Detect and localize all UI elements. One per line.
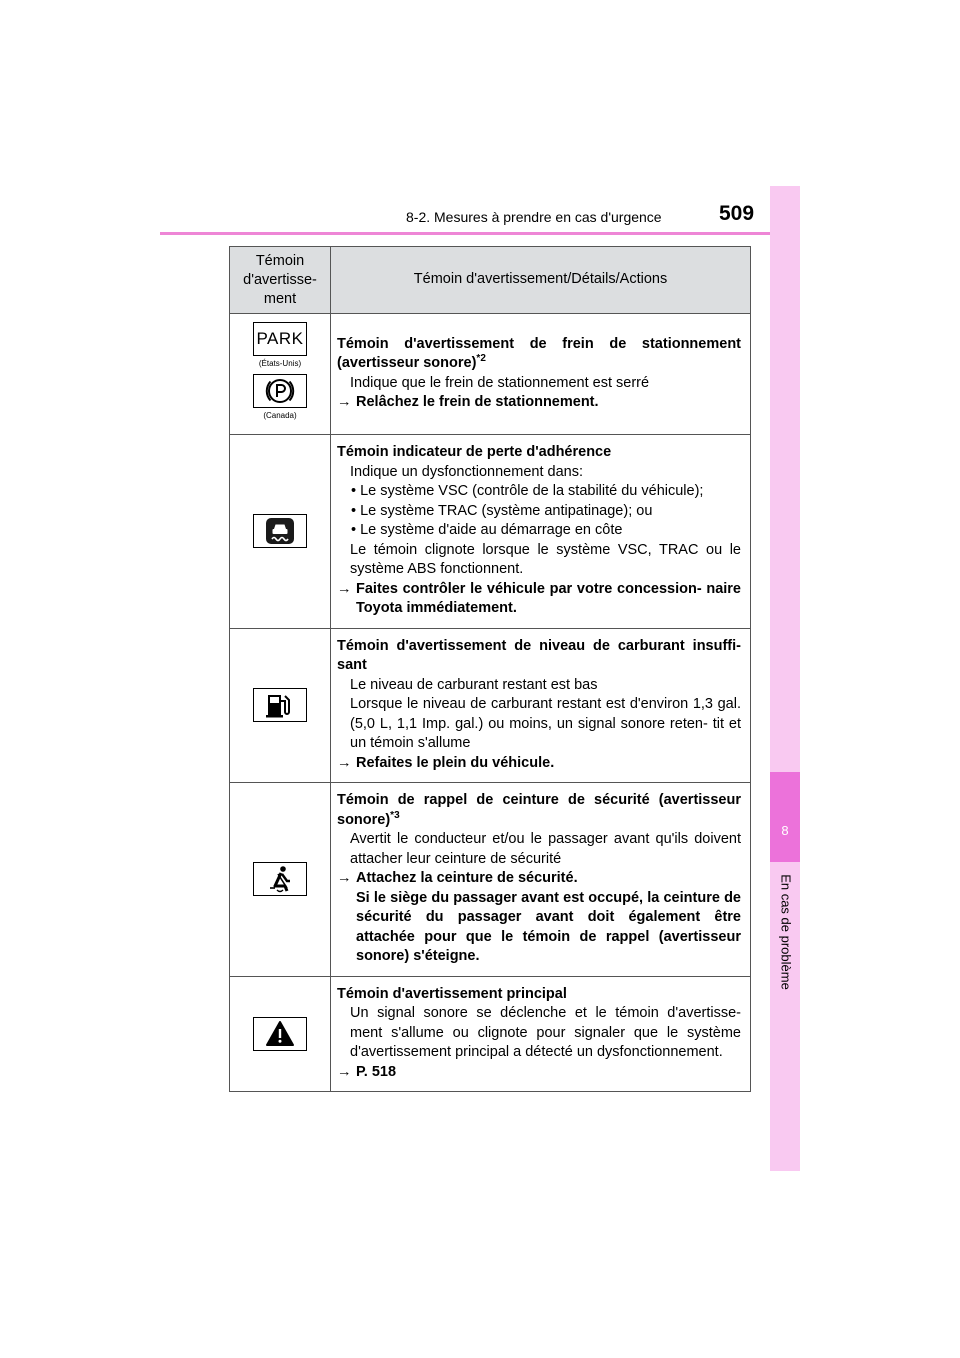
seatbelt-icon — [253, 862, 307, 896]
row-title: Témoin d'avertissement de frein de stationnement (avertisseur sonore)$^{*2}$ — [337, 335, 741, 371]
icon-cell — [230, 314, 331, 435]
bullet-item: • Le système VSC (contrôle de la stabilité du véhicule); — [351, 483, 704, 499]
row-description: Avertit le conducteur et/ou le passager avant qu'ils doivent attacher leur ceinture de sécurité — [350, 831, 741, 867]
row-title: Témoin d'avertissement de niveau de carburant insuffi- sant — [337, 637, 741, 673]
chapter-number: 8 — [781, 823, 789, 838]
col-header-details: Témoin d'avertissement/Détails/Actions — [331, 247, 751, 314]
table-row — [230, 783, 751, 977]
details-cell — [331, 314, 751, 435]
details-cell — [331, 976, 751, 1092]
row-description: Indique que le frein de stationnement est serré — [350, 374, 650, 391]
icon-cell — [230, 435, 331, 629]
icon-cell — [230, 628, 331, 783]
icon-cell — [230, 976, 331, 1092]
chapter-side-tab — [770, 186, 800, 1171]
icon-caption-us: (États-Unis) — [258, 359, 302, 368]
row-title: Témoin de rappel de ceinture de sécurité (avertisseur sonore)$^{*3}$ — [337, 792, 741, 828]
table-row — [230, 314, 751, 435]
row-description: Un signal sonore se déclenche et le témoin d'avertisse- ment s'allume ou clignote pour signaler que le système d'avertissement principal a détecté un dysfonctionnement. — [350, 1005, 741, 1060]
header-divider — [160, 232, 800, 235]
park-icon: PARK — [253, 322, 307, 356]
footnote-ref: *2 — [476, 353, 486, 365]
arrow-icon: → — [337, 754, 352, 771]
table-row — [230, 628, 751, 783]
row-title: Témoin indicateur de perte d'adhérence — [337, 444, 612, 460]
skid-slip-icon — [253, 514, 307, 548]
arrow-icon: → — [337, 1063, 352, 1080]
col-header-icon: Témoin d'avertisse- ment — [230, 247, 331, 314]
row-description: Indique un dysfonctionnement dans: — [350, 463, 583, 480]
arrow-icon: → — [337, 580, 352, 597]
bullet-item: • Le système d'aide au démarrage en côte — [351, 522, 623, 538]
row-action: → Refaites le plein du véhicule. — [337, 754, 741, 774]
table-row — [230, 976, 751, 1092]
chapter-label: En cas de problème — [778, 874, 794, 990]
row-description-2: Lorsque le niveau de carburant restant est d'environ 1,3 gal. (5,0 L, 1,1 Imp. gal.) ou moins, un signal sonore reten- tit et un témoin s'allume — [350, 696, 741, 751]
details-cell — [331, 783, 751, 977]
warning-lights-table — [229, 246, 751, 1092]
row-action: → P. 518 — [337, 1063, 741, 1083]
footnote-ref: *3 — [390, 809, 400, 821]
row-action: → Attachez la ceinture de sécurité. — [337, 869, 741, 889]
details-cell — [331, 435, 751, 629]
row-action: → Faites contrôler le véhicule par votre concession- naire Toyota immédiatement. — [337, 580, 741, 616]
row-description-2: Le témoin clignote lorsque le système VSC, TRAC ou le système ABS fonctionnent. — [350, 541, 741, 577]
master-warning-icon — [253, 1017, 307, 1051]
chapter-number-box — [770, 772, 800, 862]
table-row — [230, 435, 751, 629]
fuel-pump-icon — [253, 688, 307, 722]
page-number: 509 — [719, 202, 755, 225]
arrow-icon: → — [337, 394, 352, 410]
row-title: Témoin d'avertissement principal — [337, 985, 567, 1002]
icon-cell — [230, 783, 331, 977]
row-description: Le niveau de carburant restant est bas — [350, 676, 598, 693]
icon-caption-canada: (Canada) — [263, 411, 297, 420]
arrow-icon: → — [337, 870, 352, 886]
header-section-title: 8-2. Mesures à prendre en cas d'urgence — [406, 209, 662, 225]
bullet-item: • Le système TRAC (système antipatinage); ou — [351, 502, 653, 519]
row-note: Si le siège du passager avant est occupé, la ceinture de sécurité du passager avant doit également être attachée pour que le témoin de rappel (avertisseur sonore) s'éteigne. — [356, 889, 741, 964]
parking-brake-p-icon — [253, 374, 307, 408]
table-header-row — [230, 247, 751, 314]
details-cell — [331, 628, 751, 783]
row-action: → Relâchez le frein de stationnement. — [337, 393, 741, 413]
